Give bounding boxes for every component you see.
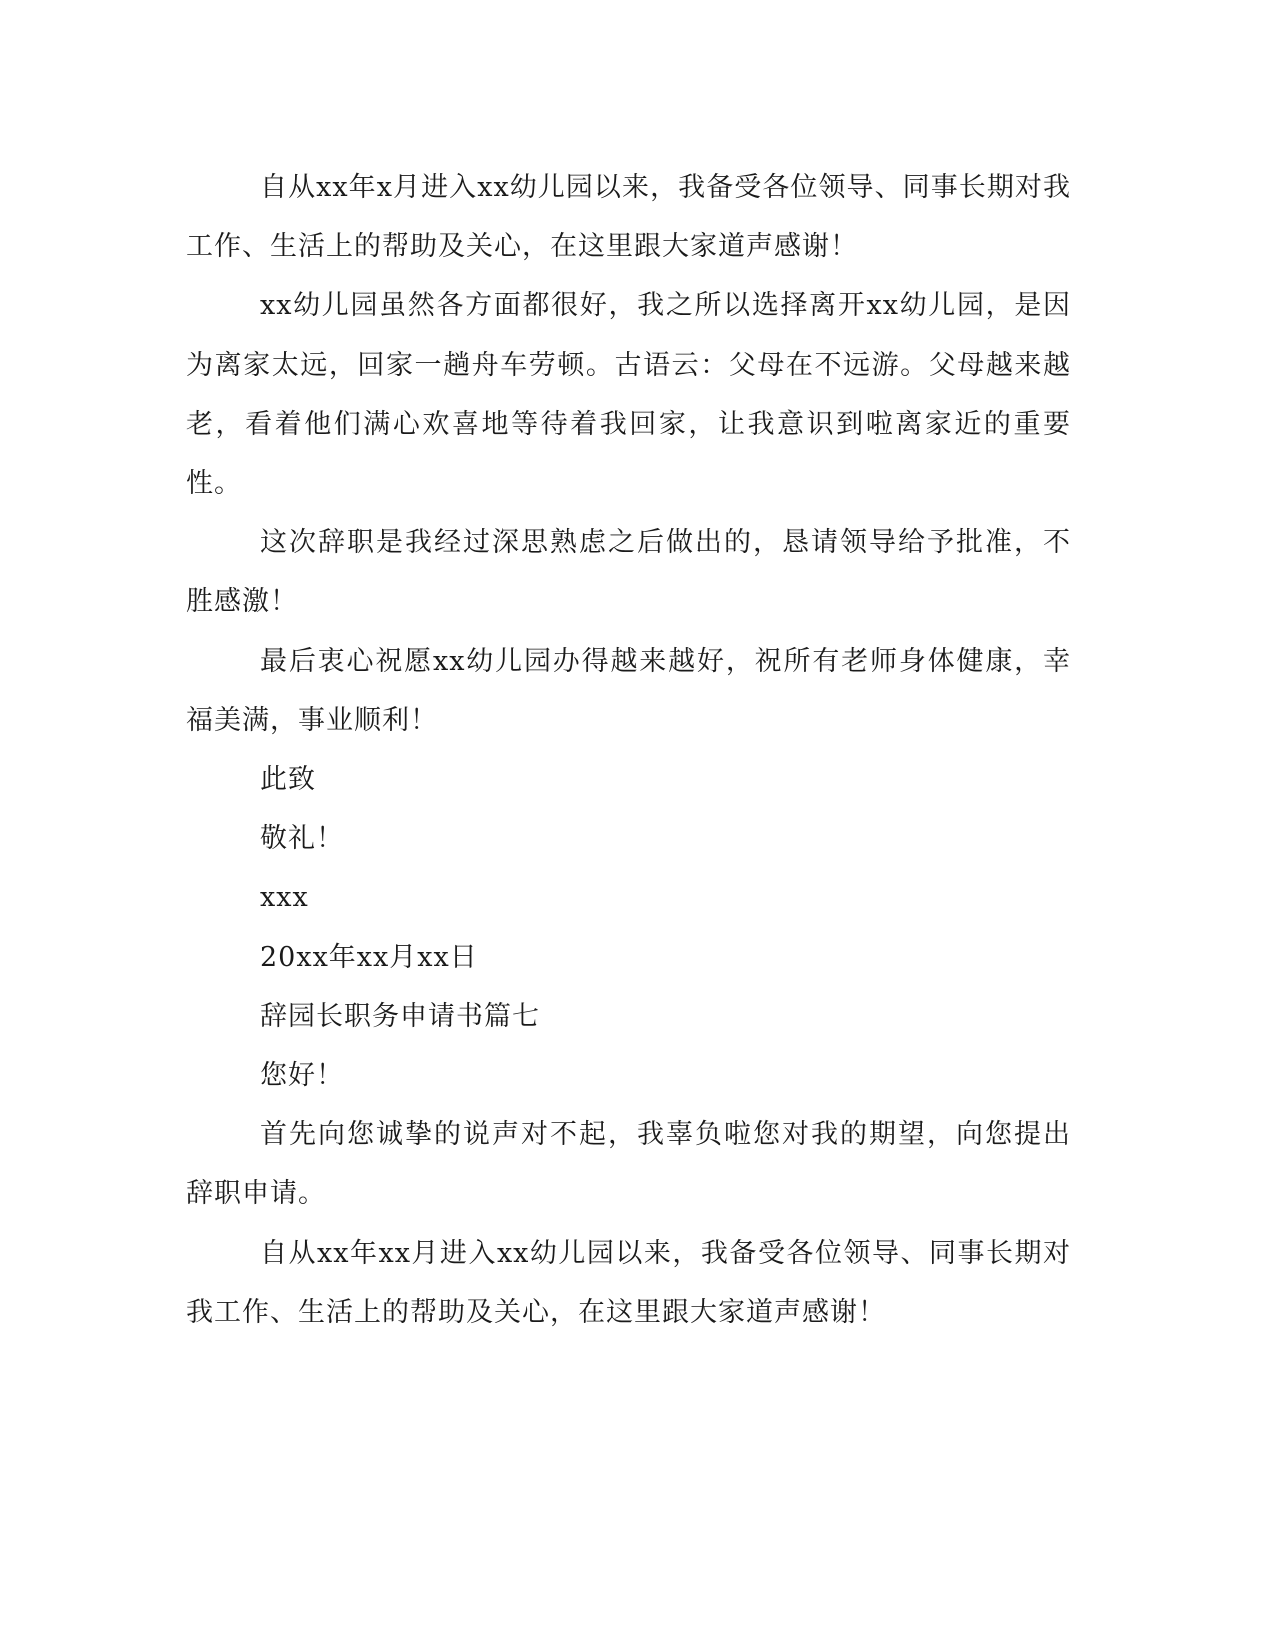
paragraph-request-approval: 这次辞职是我经过深思熟虑之后做出的，恳请领导给予批准，不胜感激！ (186, 527, 1071, 618)
signature-name: xxx (260, 882, 309, 914)
signature-date: 20xx年xx月xx日 (260, 941, 478, 973)
closing-cizhi: 此致 (260, 764, 316, 796)
paragraph-reason: xx幼儿园虽然各方面都很好，我之所以选择离开xx幼儿园，是因为离家太远，回家一趟舟车劳顿。古语云：父母在不远游。父母越来越老，看着他们满心欢喜地等待着我回家，让我意识到啦离家近的重要性。 (186, 290, 1071, 500)
closing-jingli: 敬礼！ (260, 823, 344, 855)
section-title: 辞园长职务申请书篇七 (260, 1000, 540, 1032)
document-body (186, 158, 1071, 1342)
paragraph-apology: 首先向您诚挚的说声对不起，我辜负啦您对我的期望，向您提出辞职申请。 (186, 1119, 1071, 1210)
paragraph-best-wishes: 最后衷心祝愿xx幼儿园办得越来越好，祝所有老师身体健康，幸福美满，事业顺利！ (186, 645, 1071, 736)
greeting: 您好！ (260, 1060, 344, 1092)
paragraph-gratitude-2: 自从xx年xx月进入xx幼儿园以来，我备受各位领导、同事长期对我工作、生活上的帮助及关心，在这里跟大家道声感谢！ (186, 1237, 1071, 1328)
paragraph-gratitude: 自从xx年x月进入xx幼儿园以来，我备受各位领导、同事长期对我工作、生活上的帮助及关心，在这里跟大家道声感谢！ (186, 172, 1071, 263)
